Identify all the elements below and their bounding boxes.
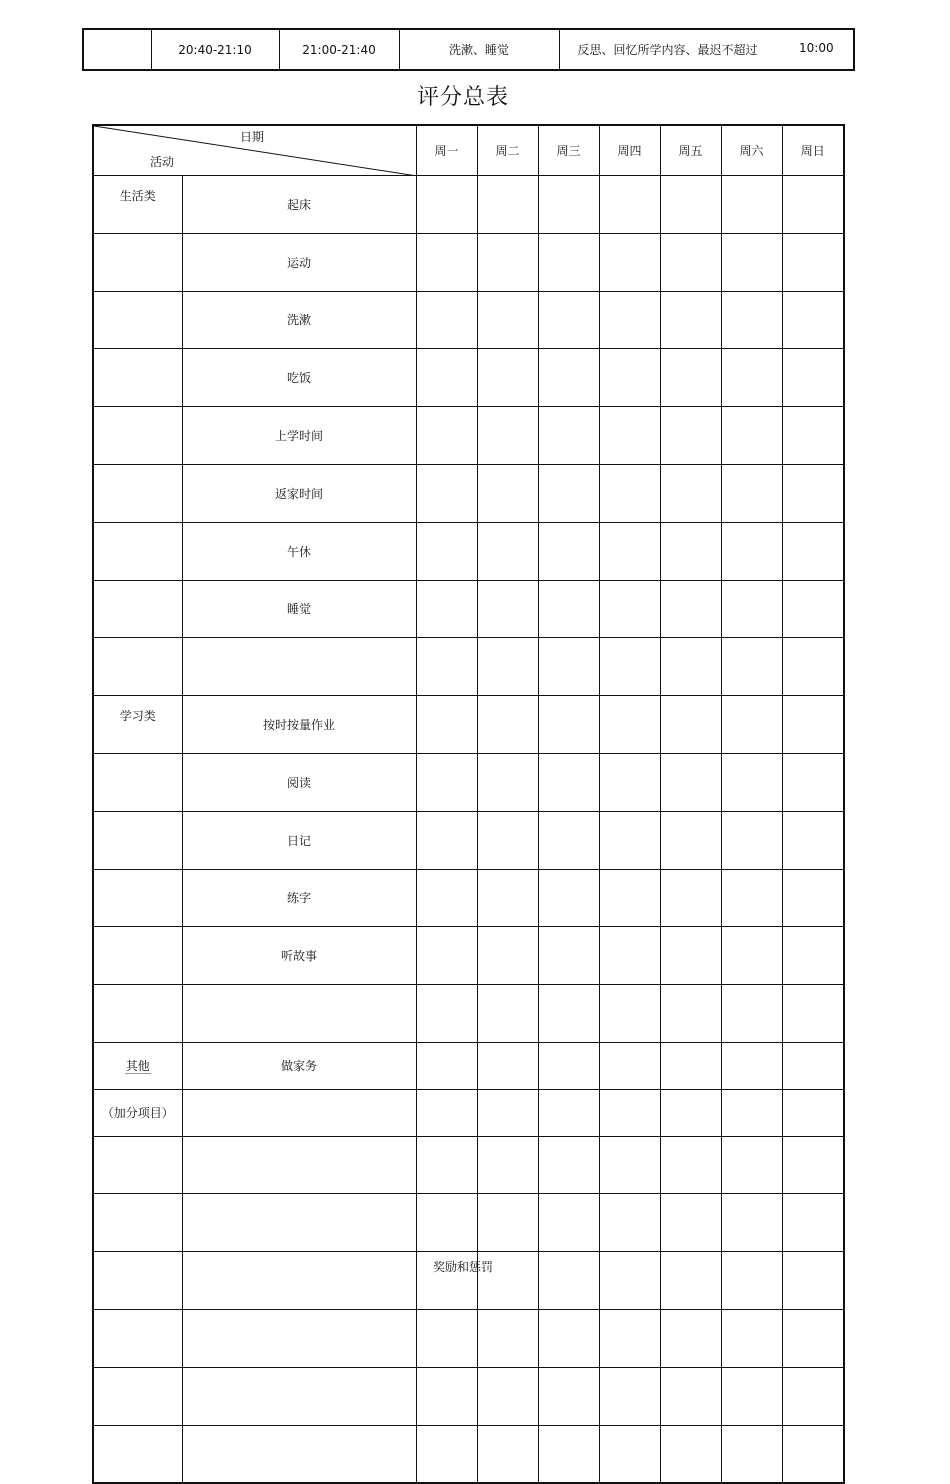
score-cell[interactable] <box>660 1089 721 1136</box>
item-cell <box>182 1136 416 1194</box>
item-cell: 睡觉 <box>182 580 416 638</box>
score-cell[interactable] <box>416 349 477 407</box>
score-cell[interactable] <box>782 1194 844 1252</box>
score-cell[interactable] <box>416 407 477 465</box>
score-cell[interactable] <box>721 985 782 1043</box>
score-cell[interactable] <box>477 1194 538 1252</box>
score-cell[interactable] <box>599 753 660 811</box>
score-cell[interactable] <box>660 753 721 811</box>
score-cell[interactable] <box>599 1042 660 1089</box>
score-cell[interactable] <box>416 1367 477 1425</box>
item-cell: 阅读 <box>182 753 416 811</box>
item-cell: 按时按量作业 <box>182 696 416 754</box>
score-cell[interactable] <box>660 176 721 234</box>
score-cell[interactable] <box>782 811 844 869</box>
category-cell <box>93 464 182 522</box>
category-cell <box>93 753 182 811</box>
score-cell[interactable] <box>599 927 660 985</box>
score-cell[interactable] <box>660 1425 721 1483</box>
category-cell <box>93 811 182 869</box>
score-cell[interactable] <box>782 1367 844 1425</box>
schedule-activity: 洗漱、睡觉 <box>399 29 559 70</box>
day-header: 周二 <box>477 125 538 176</box>
score-cell[interactable] <box>416 291 477 349</box>
score-cell[interactable] <box>660 1309 721 1367</box>
score-cell[interactable] <box>477 233 538 291</box>
score-cell[interactable] <box>660 349 721 407</box>
score-cell[interactable] <box>538 580 599 638</box>
item-cell: 做家务 <box>182 1042 416 1089</box>
schedule-time-a: 20:40-21:10 <box>151 29 279 70</box>
score-cell[interactable] <box>660 522 721 580</box>
score-cell[interactable] <box>782 1042 844 1089</box>
category-label: 生活类 <box>119 189 156 203</box>
table-row <box>93 407 844 465</box>
category-cell <box>93 522 182 580</box>
corner-date-label: 日期 <box>240 130 265 144</box>
score-cell[interactable] <box>721 233 782 291</box>
score-cell[interactable] <box>538 1367 599 1425</box>
day-header: 周一 <box>416 125 477 176</box>
score-cell[interactable] <box>782 407 844 465</box>
score-cell[interactable] <box>721 811 782 869</box>
score-cell[interactable] <box>782 349 844 407</box>
score-cell[interactable] <box>599 176 660 234</box>
score-cell[interactable] <box>721 1425 782 1483</box>
table-row <box>93 1194 844 1252</box>
score-cell[interactable] <box>477 869 538 927</box>
score-cell[interactable] <box>721 407 782 465</box>
table-row <box>93 291 844 349</box>
day-header: 周三 <box>538 125 599 176</box>
table-row <box>93 1136 844 1194</box>
score-cell[interactable] <box>538 291 599 349</box>
score-cell[interactable] <box>599 522 660 580</box>
score-cell[interactable] <box>477 1089 538 1136</box>
score-cell[interactable] <box>538 696 599 754</box>
item-cell <box>182 1089 416 1136</box>
score-cell[interactable] <box>660 1194 721 1252</box>
table-row <box>93 753 844 811</box>
schedule-cell-blank <box>83 29 151 70</box>
score-cell[interactable] <box>660 407 721 465</box>
item-cell <box>182 1194 416 1252</box>
score-cell[interactable] <box>721 869 782 927</box>
item-cell <box>182 1309 416 1367</box>
score-cell[interactable] <box>538 1136 599 1194</box>
score-cell[interactable] <box>538 464 599 522</box>
category-cell <box>93 696 182 754</box>
score-cell[interactable] <box>477 349 538 407</box>
score-cell[interactable] <box>416 1194 477 1252</box>
category-label: （加分项目） <box>101 1106 174 1121</box>
score-cell[interactable] <box>782 638 844 696</box>
corner-activity-label: 活动 <box>150 155 175 169</box>
category-cell <box>93 985 182 1043</box>
score-cell[interactable] <box>538 233 599 291</box>
item-cell <box>182 638 416 696</box>
corner-header <box>93 125 416 176</box>
table-row <box>93 1089 844 1136</box>
category-label: 学习类 <box>119 709 156 724</box>
table-row <box>93 927 844 985</box>
score-cell[interactable] <box>721 176 782 234</box>
score-cell[interactable] <box>782 696 844 754</box>
schedule-time-b: 21:00-21:40 <box>279 29 399 70</box>
score-cell[interactable] <box>477 753 538 811</box>
score-cell[interactable] <box>721 1367 782 1425</box>
category-cell <box>93 349 182 407</box>
score-cell[interactable] <box>782 1309 844 1367</box>
category-cell <box>93 927 182 985</box>
score-cell[interactable] <box>721 927 782 985</box>
score-cell[interactable] <box>782 1089 844 1136</box>
category-cell <box>93 176 182 234</box>
score-cell[interactable] <box>477 1136 538 1194</box>
item-cell: 午休 <box>182 522 416 580</box>
item-cell <box>182 1425 416 1483</box>
score-cell[interactable] <box>599 638 660 696</box>
footer-caption: 奖励和惩罚 <box>432 1260 493 1274</box>
score-cell[interactable] <box>538 349 599 407</box>
score-cell[interactable] <box>538 522 599 580</box>
score-cell[interactable] <box>477 407 538 465</box>
score-cell[interactable] <box>782 233 844 291</box>
score-cell[interactable] <box>477 1309 538 1367</box>
score-cell[interactable] <box>538 811 599 869</box>
score-cell[interactable] <box>599 291 660 349</box>
table-row <box>93 1367 844 1425</box>
score-cell[interactable] <box>477 927 538 985</box>
score-cell[interactable] <box>782 985 844 1043</box>
score-cell[interactable] <box>477 522 538 580</box>
table-row <box>93 1309 844 1367</box>
score-cell[interactable] <box>538 176 599 234</box>
schedule-note: 反思、回忆所学内容、最迟不超过 <box>577 43 758 57</box>
score-cell[interactable] <box>660 464 721 522</box>
score-cell[interactable] <box>782 1136 844 1194</box>
score-cell[interactable] <box>599 869 660 927</box>
score-cell[interactable] <box>782 1425 844 1483</box>
category-cell <box>93 1042 182 1089</box>
score-cell[interactable] <box>782 522 844 580</box>
score-cell[interactable] <box>416 753 477 811</box>
item-cell: 洗漱 <box>182 291 416 349</box>
schedule-row <box>83 29 854 70</box>
table-row <box>93 1042 844 1089</box>
category-cell <box>93 1367 182 1425</box>
score-cell[interactable] <box>477 1425 538 1483</box>
item-cell: 听故事 <box>182 927 416 985</box>
category-cell <box>93 580 182 638</box>
table-row <box>93 176 844 234</box>
category-cell <box>93 869 182 927</box>
score-cell[interactable] <box>782 291 844 349</box>
score-cell[interactable] <box>721 1042 782 1089</box>
schedule-note-cell <box>559 29 854 70</box>
score-cell[interactable] <box>599 811 660 869</box>
score-cell[interactable] <box>660 869 721 927</box>
category-cell <box>93 638 182 696</box>
score-cell[interactable] <box>599 696 660 754</box>
score-cell[interactable] <box>721 753 782 811</box>
score-cell[interactable] <box>538 753 599 811</box>
score-cell[interactable] <box>721 1194 782 1252</box>
score-cell[interactable] <box>782 927 844 985</box>
score-cell[interactable] <box>538 985 599 1043</box>
table-row <box>93 464 844 522</box>
score-cell[interactable] <box>599 580 660 638</box>
score-cell[interactable] <box>538 927 599 985</box>
score-cell[interactable] <box>660 638 721 696</box>
item-cell: 练字 <box>182 869 416 927</box>
score-table <box>92 124 845 1484</box>
score-cell[interactable] <box>721 1136 782 1194</box>
header-row <box>93 125 844 176</box>
score-cell[interactable] <box>599 1089 660 1136</box>
score-cell[interactable] <box>416 1042 477 1089</box>
score-cell[interactable] <box>416 696 477 754</box>
score-cell[interactable] <box>477 580 538 638</box>
score-cell[interactable] <box>477 985 538 1043</box>
score-cell[interactable] <box>782 580 844 638</box>
page-title: 评分总表 <box>416 85 509 110</box>
score-cell[interactable] <box>416 580 477 638</box>
schedule-strip <box>82 28 855 71</box>
score-cell[interactable] <box>660 291 721 349</box>
table-row <box>93 638 844 696</box>
score-cell[interactable] <box>599 349 660 407</box>
day-header: 周日 <box>782 125 844 176</box>
item-cell: 起床 <box>182 176 416 234</box>
score-cell[interactable] <box>477 696 538 754</box>
table-row <box>93 1425 844 1483</box>
score-cell[interactable] <box>416 927 477 985</box>
score-cell[interactable] <box>782 869 844 927</box>
score-cell[interactable] <box>416 638 477 696</box>
table-row <box>93 811 844 869</box>
item-cell <box>182 985 416 1043</box>
score-cell[interactable] <box>660 927 721 985</box>
score-cell[interactable] <box>416 1425 477 1483</box>
score-cell[interactable] <box>721 349 782 407</box>
score-cell[interactable] <box>477 291 538 349</box>
score-cell[interactable] <box>538 407 599 465</box>
score-cell[interactable] <box>660 580 721 638</box>
score-cell[interactable] <box>599 1194 660 1252</box>
table-row <box>93 985 844 1043</box>
score-cell[interactable] <box>599 233 660 291</box>
score-cell[interactable] <box>477 464 538 522</box>
score-cell[interactable] <box>599 407 660 465</box>
category-label: 其他 <box>125 1059 150 1074</box>
score-cell[interactable] <box>416 811 477 869</box>
schedule-deadline: 10:00 <box>799 41 834 55</box>
category-cell <box>93 1136 182 1194</box>
score-cell[interactable] <box>721 696 782 754</box>
score-cell[interactable] <box>416 233 477 291</box>
item-cell: 上学时间 <box>182 407 416 465</box>
score-cell[interactable] <box>416 1089 477 1136</box>
item-cell: 返家时间 <box>182 464 416 522</box>
item-cell: 运动 <box>182 233 416 291</box>
table-row <box>93 522 844 580</box>
score-cell[interactable] <box>538 1309 599 1367</box>
table-row <box>93 869 844 927</box>
score-cell[interactable] <box>660 696 721 754</box>
score-cell[interactable] <box>599 1367 660 1425</box>
category-cell <box>93 1425 182 1483</box>
category-cell <box>93 1309 182 1367</box>
score-cell[interactable] <box>538 1194 599 1252</box>
score-cell[interactable] <box>477 1042 538 1089</box>
day-header: 周四 <box>599 125 660 176</box>
score-cell[interactable] <box>660 811 721 869</box>
score-cell[interactable] <box>721 1309 782 1367</box>
score-cell[interactable] <box>416 176 477 234</box>
score-cell[interactable] <box>538 1425 599 1483</box>
score-cell[interactable] <box>538 1089 599 1136</box>
score-cell[interactable] <box>721 291 782 349</box>
score-cell[interactable] <box>782 464 844 522</box>
table-row <box>93 349 844 407</box>
score-cell[interactable] <box>782 176 844 234</box>
score-cell[interactable] <box>416 464 477 522</box>
category-cell <box>93 1089 182 1136</box>
score-cell[interactable] <box>782 753 844 811</box>
day-header: 周六 <box>721 125 782 176</box>
item-cell: 吃饭 <box>182 349 416 407</box>
score-cell[interactable] <box>721 522 782 580</box>
score-cell[interactable] <box>416 869 477 927</box>
score-cell[interactable] <box>660 233 721 291</box>
score-cell[interactable] <box>660 1367 721 1425</box>
score-cell[interactable] <box>721 580 782 638</box>
score-cell[interactable] <box>599 1136 660 1194</box>
score-cell[interactable] <box>416 985 477 1043</box>
score-cell[interactable] <box>416 522 477 580</box>
score-cell[interactable] <box>477 1367 538 1425</box>
score-cell[interactable] <box>416 1136 477 1194</box>
score-cell[interactable] <box>416 1309 477 1367</box>
score-cell[interactable] <box>538 638 599 696</box>
category-cell <box>93 407 182 465</box>
day-header: 周五 <box>660 125 721 176</box>
score-cell[interactable] <box>599 985 660 1043</box>
table-row <box>93 696 844 754</box>
score-cell[interactable] <box>477 176 538 234</box>
item-cell <box>182 1367 416 1425</box>
score-cell[interactable] <box>477 638 538 696</box>
category-cell <box>93 233 182 291</box>
table-row <box>93 233 844 291</box>
category-cell <box>93 1194 182 1252</box>
score-cell[interactable] <box>721 464 782 522</box>
table-row <box>93 580 844 638</box>
score-cell[interactable] <box>721 638 782 696</box>
category-cell <box>93 291 182 349</box>
score-cell[interactable] <box>538 869 599 927</box>
score-cell[interactable] <box>477 811 538 869</box>
score-cell[interactable] <box>599 464 660 522</box>
item-cell: 日记 <box>182 811 416 869</box>
score-cell[interactable] <box>721 1089 782 1136</box>
score-cell[interactable] <box>599 1425 660 1483</box>
score-cell[interactable] <box>599 1309 660 1367</box>
score-cell[interactable] <box>660 985 721 1043</box>
score-cell[interactable] <box>538 1042 599 1089</box>
score-cell[interactable] <box>660 1136 721 1194</box>
score-cell[interactable] <box>660 1042 721 1089</box>
